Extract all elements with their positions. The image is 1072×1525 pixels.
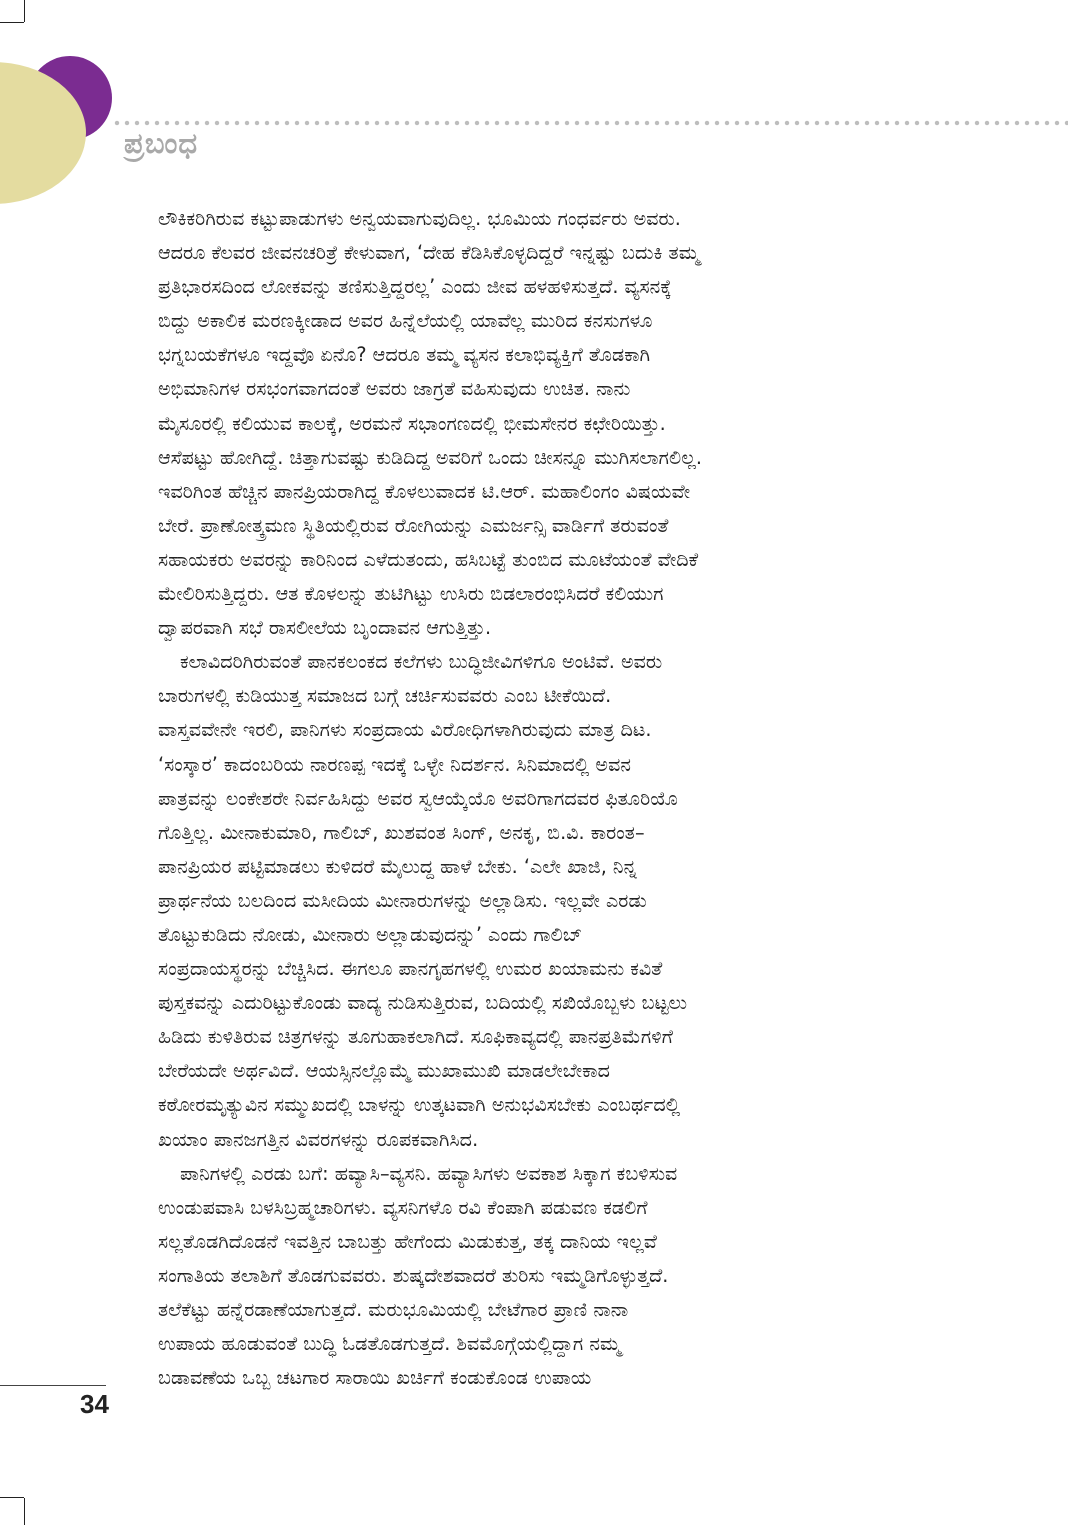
page-number: 34 xyxy=(80,1389,109,1419)
dotted-header-rule xyxy=(112,120,1068,126)
text-line: ಸಂಗಾತಿಯ ತಲಾಶಿಗೆ ತೊಡಗುವವರು. ಶುಷ್ಕದೇಶವಾದರೆ ತುರಿಸು ಇಮ್ಮಡಿಗೊಳ್ಳುತ್ತದೆ. xyxy=(158,1263,669,1287)
text-line: ಮೇಲಿರಿಸುತ್ತಿದ್ದರು. ಆತ ಕೊಳಲನ್ನು ತುಟಿಗಿಟ್ಟು ಉಸಿರು ಬಿಡಲಾರಂಭಿಸಿದರೆ ಕಲಿಯುಗ xyxy=(158,582,664,606)
text-line: ಉಂಡುಪವಾಸಿ ಬಳಸಿಬ್ರಹ್ಮಚಾರಿಗಳು. ವ್ಯಸನಿಗಳೊ ರವಿ ಕೆಂಪಾಗಿ ಪಡುವಣ ಕಡಲಿಗೆ xyxy=(158,1195,648,1219)
crop-mark-bottom-vertical xyxy=(24,1498,25,1525)
text-line: ಕಠೋರಮೃತ್ಯುವಿನ ಸಮ್ಮುಖದಲ್ಲಿ ಬಾಳನ್ನು ಉತ್ಕಟವಾಗಿ ಅನುಭವಿಸಬೇಕು ಎಂಬರ್ಥದಲ್ಲಿ xyxy=(158,1093,681,1117)
text-line: ‘ಸಂಸ್ಕಾರ’ ಕಾದಂಬರಿಯ ನಾರಣಪ್ಪ ಇದಕ್ಕೆ ಒಳ್ಳೇ ನಿದರ್ಶನ. ಸಿನಿಮಾದಲ್ಲಿ ಅವನ xyxy=(158,752,632,776)
text-line: ಬೇರೆ. ಪ್ರಾಣೋತ್ಕ್ರಮಣ ಸ್ಥಿತಿಯಲ್ಲಿರುವ ರೋಗಿಯನ್ನು ಎಮರ್ಜನ್ಸಿ ವಾರ್ಡಿಗೆ ತರುವಂತೆ xyxy=(158,513,669,537)
text-line: ಸಹಾಯಕರು ಅವರನ್ನು ಕಾರಿನಿಂದ ಎಳೆದುತಂದು, ಹಸಿಬಟ್ಟೆ ತುಂಬಿದ ಮೂಟೆಯಂತೆ ವೇದಿಕೆ xyxy=(158,547,699,571)
text-line: ಬೇರೆಯದೇ ಅರ್ಥವಿದೆ. ಆಯಸ್ಸಿನಲ್ಲೊಮ್ಮೆ ಮುಖಾಮುಖಿ ಮಾಡಲೇಬೇಕಾದ xyxy=(158,1059,610,1083)
text-line: ತೊಟ್ಟುಕುಡಿದು ನೋಡು, ಮೀನಾರು ಅಲ್ಲಾಡುವುದನ್ನು’ ಎಂದು ಗಾಲಿಬ್ xyxy=(158,922,583,946)
text-line: ಇವರಿಗಿಂತ ಹೆಚ್ಚಿನ ಪಾನಪ್ರಿಯರಾಗಿದ್ದ ಕೊಳಲುವಾದಕ ಟಿ.ಆರ್. ಮಹಾಲಿಂಗಂ ವಿಷಯವೇ xyxy=(158,479,691,503)
text-line: ಬಾರುಗಳಲ್ಲಿ ಕುಡಿಯುತ್ತ ಸಮಾಜದ ಬಗ್ಗೆ ಚರ್ಚಿಸುವವರು ಎಂಬ ಟೀಕೆಯಿದೆ. xyxy=(158,684,612,708)
text-line: ಪಾನಿಗಳಲ್ಲಿ ಎರಡು ಬಗೆ: ಹವ್ಯಾಸಿ–ವ್ಯಸನಿ. ಹವ್ಯಾಸಿಗಳು ಅವಕಾಶ ಸಿಕ್ಕಾಗ ಕಬಳಿಸುವ xyxy=(180,1161,678,1185)
crop-mark-top-horizontal xyxy=(0,22,24,23)
text-line: ಕಲಾವಿದರಿಗಿರುವಂತೆ ಪಾನಕಲಂಕದ ಕಲೆಗಳು ಬುದ್ಧಿಜೀವಿಗಳಿಗೂ ಅಂಟಿವೆ. ಅವರು xyxy=(180,650,663,674)
text-line: ಸಂಪ್ರದಾಯಸ್ಥರನ್ನು ಬೆಚ್ಚಿಸಿದ. ಈಗಲೂ ಪಾನಗೃಹಗಳಲ್ಲಿ ಉಮರ ಖಯಾಮನು ಕವಿತೆ xyxy=(158,957,663,981)
crop-mark-top-vertical xyxy=(24,0,25,22)
text-line: ಹಿಡಿದು ಕುಳಿತಿರುವ ಚಿತ್ರಗಳನ್ನು ತೂಗುಹಾಕಲಾಗಿದೆ. ಸೂಫಿಕಾವ್ಯದಲ್ಲಿ ಪಾನಪ್ರತಿಮೆಗಳಿಗೆ xyxy=(158,1025,673,1049)
paragraph xyxy=(158,202,916,645)
text-line: ಆದರೂ ಕೆಲವರ ಜೀವನಚರಿತ್ರೆ ಕೇಳುವಾಗ, ‘ದೇಹ ಕೆಡಿಸಿಕೊಳ್ಳದಿದ್ದರೆ ಇನ್ನಷ್ಟು ಬದುಕಿ ತಮ್ಮ xyxy=(158,241,700,265)
text-line: ಗೊತ್ತಿಲ್ಲ. ಮೀನಾಕುಮಾರಿ, ಗಾಲಿಬ್, ಖುಶವಂತ ಸಿಂಗ್, ಅನಕೃ, ಬಿ.ವಿ. ಕಾರಂತ– xyxy=(158,820,645,844)
text-line: ಪುಸ್ತಕವನ್ನು ಎದುರಿಟ್ಟುಕೊಂಡು ವಾದ್ಯ ನುಡಿಸುತ್ತಿರುವ, ಬದಿಯಲ್ಲಿ ಸಖಿಯೊಬ್ಬಳು ಬಟ್ಟಲು xyxy=(158,991,688,1015)
text-line: ಪಾನಪ್ರಿಯರ ಪಟ್ಟಿಮಾಡಲು ಕುಳಿದರೆ ಮೈಲುದ್ದ ಹಾಳೆ ಬೇಕು. ‘ಎಲೇ ಖಾಜಿ, ನಿನ್ನ xyxy=(158,854,637,878)
text-line: ಉಪಾಯ ಹೂಡುವಂತೆ ಬುದ್ಧಿ ಓಡತೊಡಗುತ್ತದೆ. ಶಿವಮೊಗ್ಗೆಯಲ್ಲಿದ್ದಾಗ ನಮ್ಮ xyxy=(158,1332,621,1356)
text-line: ತಲೆಕೆಟ್ಟು ಹನ್ನೆರಡಾಣೆಯಾಗುತ್ತದೆ. ಮರುಭೂಮಿಯಲ್ಲಿ ಬೇಟೆಗಾರ ಪ್ರಾಣಿ ನಾನಾ xyxy=(158,1298,629,1321)
text-line: ಖಯಾಂ ಪಾನಜಗತ್ತಿನ ವಿವರಗಳನ್ನು ರೂಪಕವಾಗಿಸಿದ. xyxy=(158,1127,479,1151)
text-line: ಭಗ್ನಬಯಕೆಗಳೂ ಇದ್ದವೊ ಏನೊ? ಆದರೂ ತಮ್ಮ ವ್ಯಸನ ಕಲಾಭಿವ್ಯಕ್ತಿಗೆ ತೊಡಕಾಗಿ xyxy=(158,343,651,367)
text-line: ಬಡಾವಣೆಯ ಒಬ್ಬ ಚಟಗಾರ ಸಾರಾಯಿ ಖರ್ಚಿಗೆ ಕಂಡುಕೊಂಡ ಉಪಾಯ xyxy=(158,1366,592,1390)
text-line: ದ್ವಾಪರವಾಗಿ ಸಭೆ ರಾಸಲೀಲೆಯ ಬೃಂದಾವನ ಆಗುತ್ತಿತ್ತು. xyxy=(158,616,492,640)
paragraph xyxy=(158,645,916,1156)
text-line: ಪಾತ್ರವನ್ನು ಲಂಕೇಶರೇ ನಿರ್ವಹಿಸಿದ್ದು ಅವರ ಸ್ವಆಯ್ಕೆಯೊ ಅವರಿಗಾಗದವರ ಫಿತೂರಿಯೊ xyxy=(158,786,678,810)
text-line: ಸಲ್ಲತೊಡಗಿದೊಡನೆ ಇವತ್ತಿನ ಬಾಬತ್ತು ಹೇಗೆಂದು ಮಿಡುಕುತ್ತ, ತಕ್ಕ ದಾನಿಯ ಇಲ್ಲವೆ xyxy=(158,1229,657,1253)
paragraph xyxy=(158,1157,916,1396)
text-line: ಲೌಕಿಕರಿಗಿರುವ ಕಟ್ಟುಪಾಡುಗಳು ಅನ್ವಯವಾಗುವುದಿಲ್ಲ. ಭೂಮಿಯ ಗಂಧರ್ವರು ಅವರು. xyxy=(158,207,681,230)
crop-mark-bottom-horizontal xyxy=(0,1497,24,1498)
text-line: ಆಸೆಪಟ್ಟು ಹೋಗಿದ್ದೆ. ಚಿತ್ತಾಗುವಷ್ಟು ಕುಡಿದಿದ್ದ ಅವರಿಗೆ ಒಂದು ಚೀಸನ್ನೂ ಮುಗಿಸಲಾಗಲಿಲ್ಲ. xyxy=(158,445,703,469)
text-line: ಬಿದ್ದು ಅಕಾಲಿಕ ಮರಣಕ್ಕೀಡಾದ ಅವರ ಹಿನ್ನೆಲೆಯಲ್ಲಿ ಯಾವೆಲ್ಲ ಮುರಿದ ಕನಸುಗಳೂ xyxy=(158,309,653,333)
page-number-rule xyxy=(0,1385,106,1386)
text-line: ಅಭಿಮಾನಿಗಳ ರಸಭಂಗವಾಗದಂತೆ ಅವರು ಜಾಗ್ರತೆ ವಹಿಸುವುದು ಉಚಿತ. ನಾನು xyxy=(158,377,631,401)
text-line: ಮೈಸೂರಲ್ಲಿ ಕಲಿಯುವ ಕಾಲಕ್ಕೆ, ಅರಮನೆ ಸಭಾಂಗಣದಲ್ಲಿ ಭೀಮಸೇನರ ಕಛೇರಿಯಿತ್ತು. xyxy=(158,411,666,435)
section-title: ಪ್ರಬಂಧ xyxy=(124,126,199,160)
text-line: ವಾಸ್ತವವೇನೇ ಇರಲಿ, ಪಾನಿಗಳು ಸಂಪ್ರದಾಯ ವಿರೋಧಿಗಳಾಗಿರುವುದು ಮಾತ್ರ ದಿಟ. xyxy=(158,718,652,742)
text-line: ಪ್ರತಿಭಾರಸದಿಂದ ಲೋಕವನ್ನು ತಣಿಸುತ್ತಿದ್ದರಲ್ಲ’ ಎಂದು ಜೀವ ಹಳಹಳಿಸುತ್ತದೆ. ವ್ಯಸನಕ್ಕೆ xyxy=(158,275,672,299)
article-body xyxy=(158,202,916,1395)
text-line: ಪ್ರಾರ್ಥನೆಯ ಬಲದಿಂದ ಮಸೀದಿಯ ಮೀನಾರುಗಳನ್ನು ಅಲ್ಲಾಡಿಸು. ಇಲ್ಲವೇ ಎರಡು xyxy=(158,888,647,912)
